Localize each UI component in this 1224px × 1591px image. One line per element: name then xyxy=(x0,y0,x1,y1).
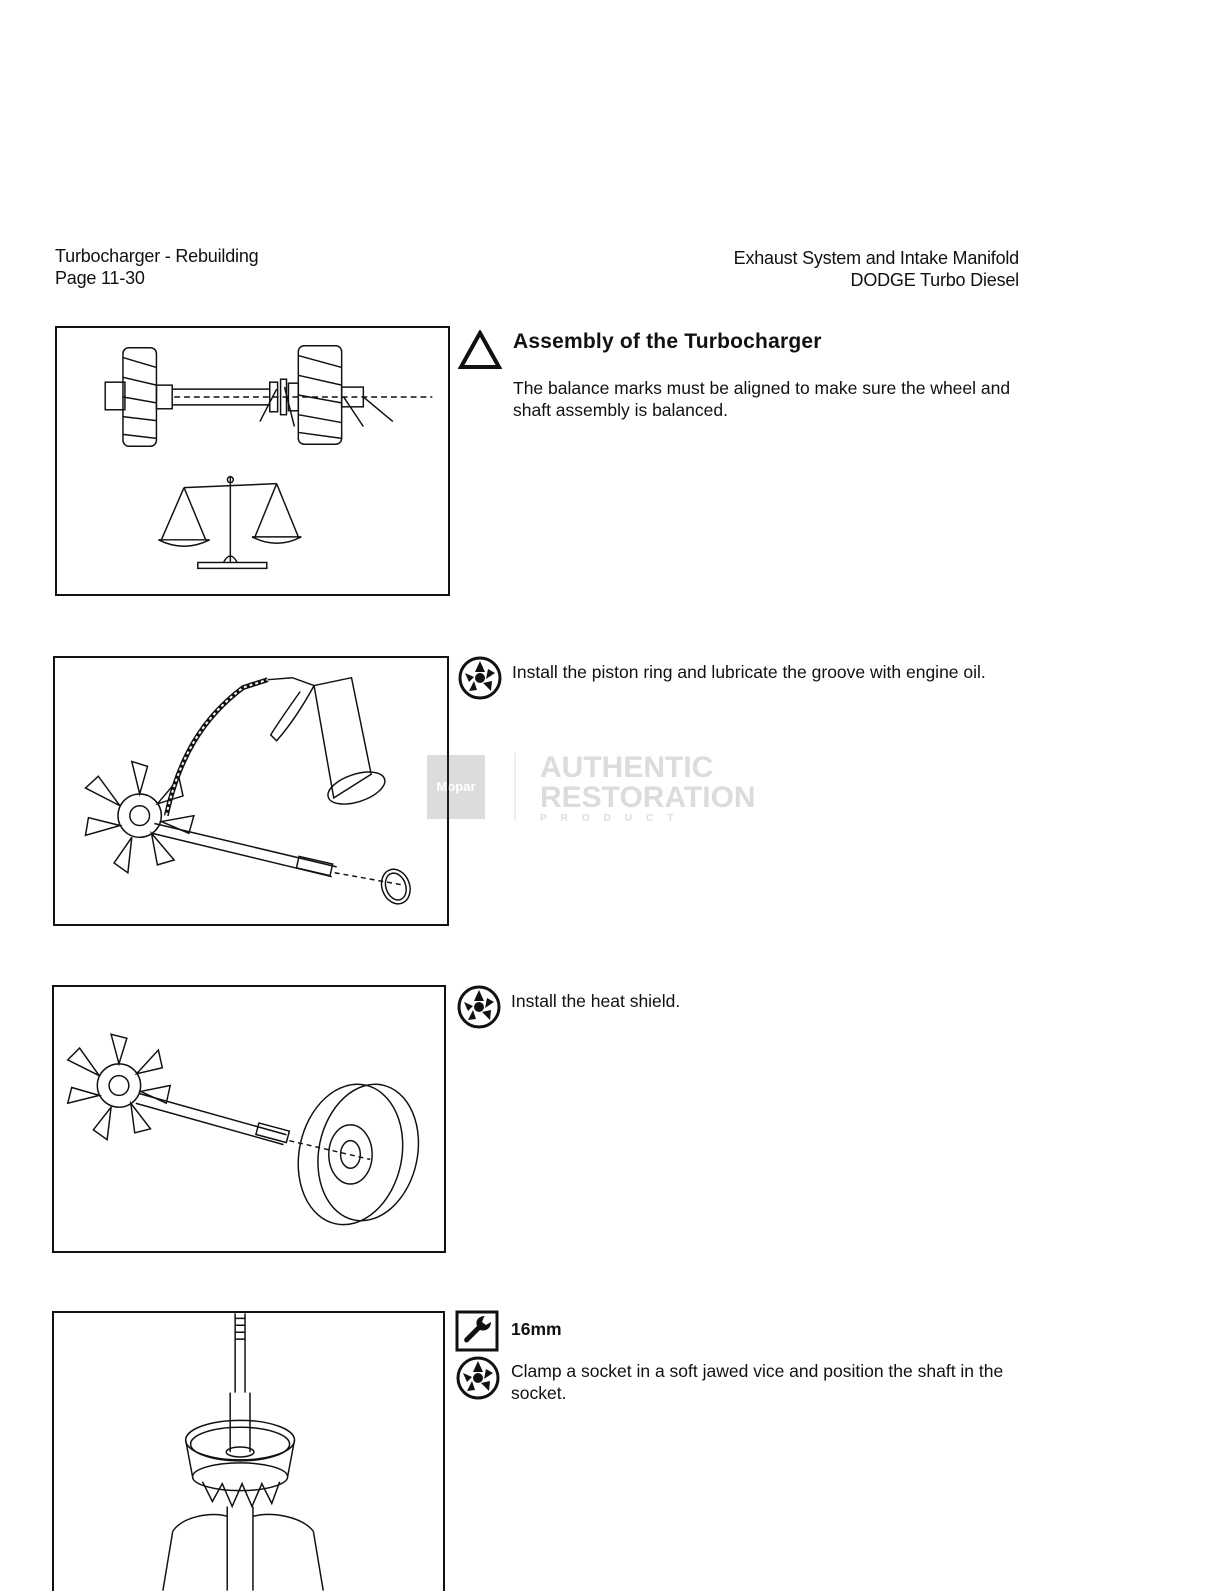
socket-instruction: Clamp a socket in a soft jawed vice and position the shaft in the socket. xyxy=(511,1361,1004,1403)
figure-piston-ring xyxy=(53,656,449,926)
balance-illustration xyxy=(57,328,448,594)
procedure-wheel-icon xyxy=(456,984,502,1035)
watermark-line1: AUTHENTIC xyxy=(540,751,714,784)
figure-shaft-in-socket xyxy=(52,1311,445,1591)
heat-shield-illustration xyxy=(54,987,444,1251)
balance-instruction: The balance marks must be aligned to make sure the wheel and shaft assembly is balanced. xyxy=(513,378,1011,420)
piston-ring-illustration xyxy=(55,658,447,924)
figure-balance-marks xyxy=(55,326,450,596)
shaft-socket-illustration xyxy=(54,1313,443,1591)
watermark-brand: Mopar xyxy=(436,779,476,794)
chapter-title: Exhaust System and Intake Manifold xyxy=(733,248,1019,268)
tool-size: 16mm xyxy=(511,1319,562,1339)
figure-heat-shield xyxy=(52,985,446,1253)
page-number: Page 11-30 xyxy=(55,268,145,288)
page-header-right xyxy=(734,247,1019,291)
piston-ring-instruction: Install the piston ring and lubricate the groove with engine oil. xyxy=(512,662,986,682)
watermark-line3: PRODUCT xyxy=(540,813,688,824)
section-title: Turbocharger - Rebuilding xyxy=(55,246,259,266)
authentic-restoration-watermark xyxy=(425,745,795,825)
procedure-wheel-icon xyxy=(455,1355,501,1406)
heat-shield-instruction: Install the heat shield. xyxy=(511,991,681,1011)
procedure-wheel-icon xyxy=(457,655,503,706)
warning-triangle-icon xyxy=(458,330,502,375)
vehicle-title: DODGE Turbo Diesel xyxy=(850,270,1019,290)
watermark-line2: RESTORATION xyxy=(540,781,756,814)
section-heading-assembly: Assembly of the Turbocharger xyxy=(513,330,822,353)
page-header-left xyxy=(55,245,258,289)
wrench-icon xyxy=(455,1310,499,1357)
